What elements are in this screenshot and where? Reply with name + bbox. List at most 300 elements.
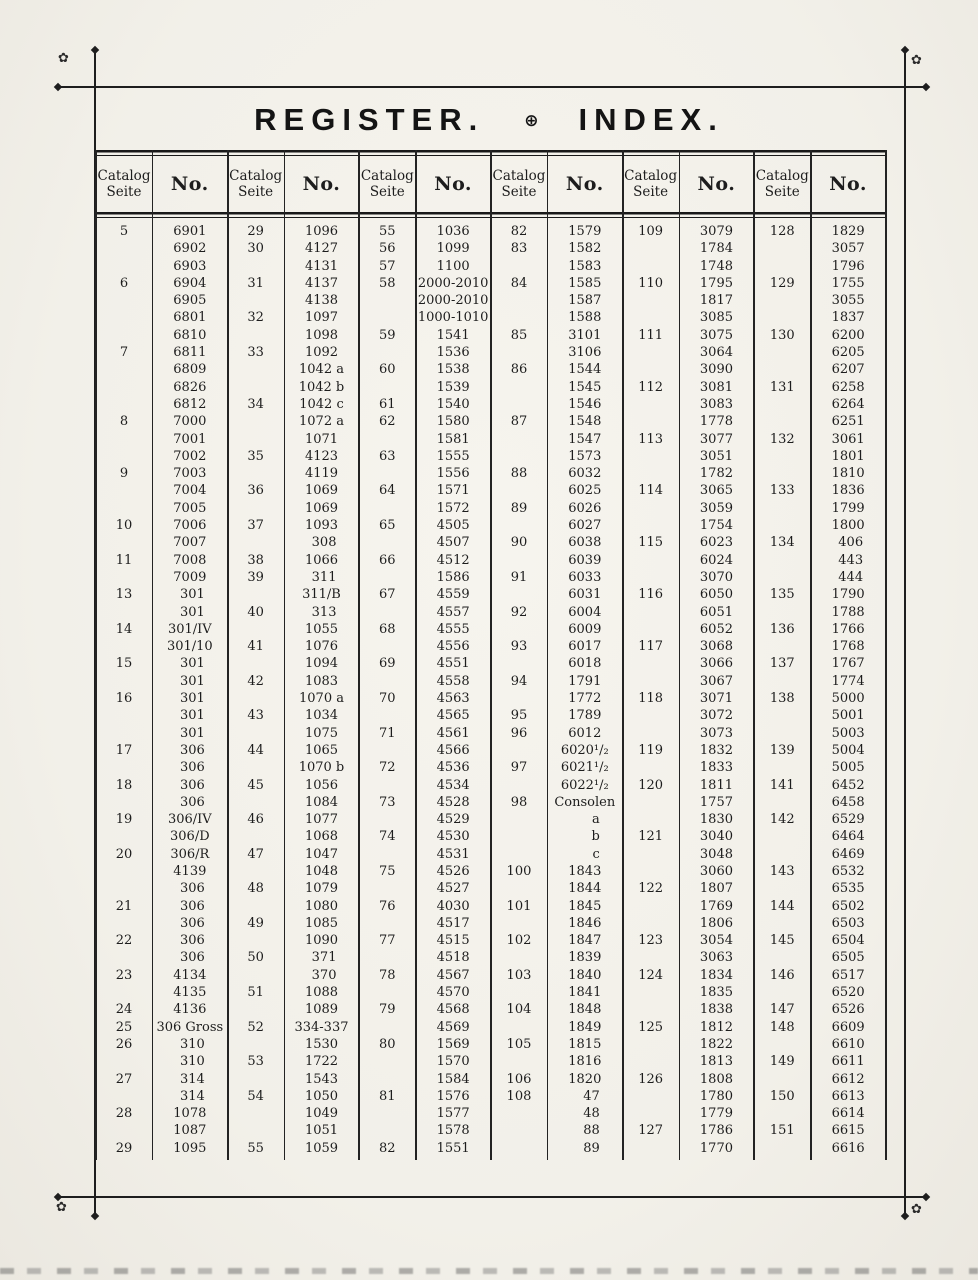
catalog-seite-cell (228, 863, 284, 880)
catalog-seite-cell (491, 777, 547, 794)
no-cell: 1588 (568, 310, 602, 326)
no-cell: 1801 (831, 448, 865, 464)
no-cell: 1530 (304, 1036, 339, 1052)
cross-ornament-icon: ⊕ (524, 111, 539, 131)
no-cell: 1056 (304, 777, 339, 793)
no-cell: 1042 a (299, 362, 344, 378)
catalog-seite-cell (228, 431, 284, 448)
catalog-seite-cell (754, 915, 810, 932)
catalog-seite-cell: 142 (769, 812, 795, 828)
no-cell: 1791 (568, 673, 602, 689)
no-cell: 1071 (304, 431, 339, 447)
catalog-seite-cell (228, 898, 284, 915)
no-cell: 1816 (568, 1054, 602, 1070)
catalog-seite-cell: 5 (119, 224, 129, 239)
catalog-seite-cell: 111 (638, 327, 664, 343)
catalog-seite-cell: 9 (119, 466, 129, 482)
catalog-seite-cell (754, 517, 810, 534)
no-cell: 6613 (831, 1088, 865, 1104)
no-cell: 6004 (568, 604, 602, 620)
title-index: INDEX. (578, 102, 724, 137)
no-cell: 334-337 (294, 1019, 349, 1035)
no-cell: 1543 (304, 1071, 339, 1087)
no-cell: b (591, 829, 600, 845)
catalog-seite-cell (359, 379, 415, 396)
catalog-seite-cell (96, 396, 152, 413)
catalog-seite-cell: 121 (638, 829, 664, 845)
catalog-seite-cell: 96 (510, 725, 528, 741)
catalog-seite-cell (491, 690, 547, 707)
header-catalog-seite: Catalog Seite (97, 167, 151, 200)
no-cell: 1579 (568, 224, 602, 239)
no-cell: 1849 (568, 1019, 602, 1035)
no-cell: 6611 (831, 1054, 865, 1070)
catalog-seite-cell (96, 1122, 152, 1139)
no-cell: 6614 (831, 1106, 865, 1122)
no-cell: 1829 (831, 224, 865, 239)
catalog-seite-cell: 55 (247, 1140, 264, 1156)
header-no: No. (302, 173, 341, 195)
catalog-seite-cell (623, 984, 679, 1001)
no-cell: 6610 (831, 1036, 865, 1052)
frame-tip (91, 46, 99, 54)
catalog-seite-cell: 81 (379, 1088, 396, 1104)
no-cell: 6505 (831, 950, 865, 966)
no-cell: 6517 (831, 967, 865, 983)
no-cell: 5005 (831, 760, 865, 776)
no-cell: 1066 (304, 552, 339, 568)
no-cell: 3079 (699, 224, 733, 239)
catalog-seite-cell: 80 (379, 1036, 396, 1052)
no-cell: 1584 (436, 1071, 470, 1087)
no-cell: 7001 (173, 431, 207, 447)
no-cell: 6050 (699, 587, 733, 603)
no-cell: 4569 (436, 1019, 470, 1035)
frame-tip (91, 1212, 99, 1220)
no-cell: 306 (180, 898, 205, 914)
no-cell: 4558 (436, 673, 470, 689)
no-cell: 6532 (831, 863, 865, 879)
no-cell: 4568 (436, 1002, 470, 1018)
no-cell: 3071 (699, 691, 733, 707)
catalog-seite-cell (623, 1001, 679, 1018)
no-cell: 4530 (436, 829, 470, 845)
catalog-seite-cell: 49 (247, 915, 264, 931)
corner-ornament-icon: ✿ (56, 1200, 67, 1215)
catalog-seite-cell: 85 (510, 327, 528, 343)
no-cell: 6905 (173, 293, 207, 309)
no-cell: 4534 (436, 777, 470, 793)
no-cell: 314 (180, 1071, 205, 1087)
no-cell: 7000 (173, 414, 207, 430)
header-no: No. (829, 173, 868, 195)
no-cell: 1079 (304, 881, 339, 897)
catalog-seite-cell (491, 552, 547, 569)
no-cell: 1047 (304, 846, 339, 862)
no-cell: 301/IV (167, 621, 212, 637)
no-cell: 4557 (436, 604, 470, 620)
catalog-seite-cell: 31 (247, 275, 264, 291)
catalog-seite-cell: 11 (115, 552, 133, 568)
catalog-seite-cell (96, 534, 152, 551)
catalog-seite-cell: 21 (115, 898, 133, 914)
no-cell: 306/IV (167, 812, 212, 828)
catalog-seite-cell (754, 292, 810, 309)
no-cell: 1569 (436, 1036, 470, 1052)
catalog-seite-cell: 151 (769, 1123, 795, 1139)
no-cell: 1846 (568, 915, 602, 931)
catalog-seite-cell: 98 (510, 794, 528, 810)
catalog-seite-cell: 51 (247, 985, 264, 1001)
no-cell: 1095 (173, 1140, 207, 1156)
no-cell: 3063 (699, 950, 733, 966)
catalog-seite-cell (623, 344, 679, 361)
frame-line-bottom (58, 1196, 926, 1198)
no-cell: 1822 (699, 1036, 733, 1052)
catalog-seite-cell: 103 (506, 967, 532, 983)
catalog-seite-cell (96, 759, 152, 776)
no-cell: 301 (180, 587, 205, 603)
catalog-seite-cell (96, 1088, 152, 1105)
no-cell: 6026 (568, 500, 602, 516)
catalog-seite-cell (359, 880, 415, 897)
catalog-seite-cell (359, 915, 415, 932)
catalog-seite-cell: 92 (510, 604, 528, 620)
no-cell: 6503 (831, 915, 865, 931)
catalog-seite-cell (96, 569, 152, 586)
header-catalog-seite: Catalog Seite (360, 167, 414, 200)
no-cell: 306 (180, 881, 205, 897)
catalog-seite-cell (228, 621, 284, 638)
no-cell: 1795 (699, 275, 733, 291)
catalog-seite-cell: 133 (769, 483, 795, 499)
no-cell: 4136 (173, 1002, 207, 1018)
no-cell: 4507 (436, 535, 470, 551)
no-cell: 1088 (304, 985, 339, 1001)
no-cell: 6826 (173, 379, 207, 395)
catalog-seite-cell: 58 (379, 275, 396, 291)
no-cell: 1083 (304, 673, 339, 689)
catalog-seite-cell (754, 396, 810, 413)
no-cell: 1807 (699, 881, 733, 897)
no-cell: 3077 (699, 431, 733, 447)
no-cell: 1090 (304, 933, 339, 949)
catalog-seite-cell (754, 569, 810, 586)
catalog-seite-cell (228, 725, 284, 742)
no-cell: 306/R (170, 846, 210, 862)
catalog-seite-cell: 68 (379, 621, 396, 637)
catalog-seite-cell: 77 (379, 933, 396, 949)
catalog-seite-cell: 17 (115, 742, 133, 758)
catalog-seite-cell (623, 465, 679, 482)
no-cell: 6207 (831, 362, 865, 378)
no-cell: Consolen (554, 794, 616, 810)
no-cell: 4505 (436, 518, 470, 534)
no-cell: 4567 (436, 967, 470, 983)
no-cell: 301 (180, 673, 205, 689)
catalog-seite-cell (491, 448, 547, 465)
no-cell: 3072 (699, 708, 733, 724)
catalog-seite-cell: 67 (379, 587, 396, 603)
catalog-seite-cell (754, 1105, 810, 1122)
catalog-seite-cell: 95 (510, 708, 528, 724)
catalog-seite-cell (754, 413, 810, 430)
no-cell: 4139 (173, 863, 207, 879)
catalog-seite-cell (754, 552, 810, 569)
catalog-seite-cell (96, 327, 152, 344)
no-cell: 1075 (304, 725, 339, 741)
catalog-seite-cell (754, 949, 810, 966)
catalog-seite-cell (228, 586, 284, 603)
catalog-seite-cell (359, 1105, 415, 1122)
no-cell: 6025 (568, 483, 602, 499)
no-cell: 2000-2010 (417, 293, 489, 309)
catalog-seite-cell (491, 1122, 547, 1139)
frame-line-top (58, 86, 926, 88)
catalog-seite-cell: 82 (510, 224, 528, 239)
catalog-seite-cell: 29 (247, 224, 264, 239)
catalog-seite-cell: 54 (247, 1088, 264, 1104)
catalog-seite-cell (623, 517, 679, 534)
scan-edge-artifact (0, 1268, 978, 1274)
no-cell: 444 (838, 569, 864, 585)
no-cell: 1055 (304, 621, 339, 637)
no-cell: 1796 (831, 258, 865, 274)
no-cell: 1548 (568, 414, 602, 430)
catalog-seite-cell: 46 (247, 812, 264, 828)
catalog-seite-cell (623, 258, 679, 275)
no-cell: 6903 (173, 258, 207, 274)
catalog-seite-cell: 26 (115, 1036, 133, 1052)
no-cell: 6904 (173, 275, 207, 291)
no-cell: 6810 (173, 327, 207, 343)
no-cell: 1810 (831, 466, 865, 482)
catalog-seite-cell (754, 1071, 810, 1088)
no-cell: 6205 (831, 345, 865, 361)
no-cell: 1546 (568, 396, 602, 412)
no-cell: 1042 b (298, 379, 345, 395)
no-cell: 1042 c (299, 396, 344, 412)
catalog-seite-cell: 37 (247, 518, 264, 534)
catalog-seite-cell: 87 (510, 414, 528, 430)
catalog-seite-cell (623, 1105, 679, 1122)
catalog-seite-cell: 78 (379, 967, 396, 983)
catalog-seite-cell (623, 621, 679, 638)
catalog-seite-cell: 101 (506, 898, 532, 914)
catalog-seite-cell (754, 604, 810, 621)
no-cell: 1098 (304, 327, 339, 343)
no-cell: 3059 (699, 500, 733, 516)
no-cell: 3085 (699, 310, 733, 326)
catalog-seite-cell: 20 (115, 846, 133, 862)
catalog-seite-cell (623, 949, 679, 966)
no-cell: 7006 (173, 518, 207, 534)
header-no: No. (565, 173, 604, 195)
catalog-seite-cell (623, 655, 679, 672)
catalog-seite-cell (359, 707, 415, 724)
catalog-seite-cell (228, 292, 284, 309)
catalog-seite-cell (623, 759, 679, 776)
no-cell: c (592, 846, 600, 862)
catalog-seite-cell (623, 794, 679, 811)
catalog-seite-cell (359, 1053, 415, 1070)
catalog-seite-cell: 82 (379, 1140, 396, 1156)
no-cell: 6616 (831, 1140, 865, 1156)
no-cell: 1050 (304, 1088, 339, 1104)
catalog-seite-cell: 8 (119, 414, 129, 430)
no-cell: 4527 (436, 881, 470, 897)
catalog-seite-cell: 45 (247, 777, 264, 793)
catalog-seite-cell (228, 465, 284, 482)
no-cell: 3081 (699, 379, 733, 395)
catalog-seite-cell (96, 794, 152, 811)
catalog-seite-cell (623, 500, 679, 517)
no-cell: 4127 (304, 241, 339, 257)
no-cell: 1766 (831, 621, 865, 637)
no-cell: 4563 (436, 691, 470, 707)
no-cell: 4528 (436, 794, 470, 810)
catalog-seite-cell: 84 (510, 275, 528, 291)
no-cell: 3075 (699, 327, 733, 343)
catalog-seite-cell (96, 379, 152, 396)
catalog-seite-cell (228, 258, 284, 275)
no-cell: 6024 (699, 552, 733, 568)
no-cell: 1573 (568, 448, 602, 464)
catalog-seite-cell (491, 1053, 547, 1070)
catalog-seite-cell (359, 638, 415, 655)
no-cell: 4518 (436, 950, 470, 966)
table-body (96, 218, 886, 1157)
no-cell: 6458 (831, 794, 865, 810)
no-cell: 1069 (304, 483, 339, 499)
no-cell: 1092 (304, 345, 339, 361)
header-catalog-seite: Catalog Seite (755, 167, 809, 200)
catalog-seite-cell (754, 309, 810, 326)
catalog-seite-cell: 44 (247, 742, 264, 758)
header-catalog-seite: Catalog Seite (624, 167, 678, 200)
catalog-seite-cell: 10 (115, 518, 133, 534)
no-cell: 1768 (831, 639, 865, 655)
catalog-seite-cell (96, 984, 152, 1001)
catalog-seite-cell (754, 880, 810, 897)
no-cell: 3068 (699, 639, 733, 655)
catalog-seite-cell: 127 (638, 1123, 664, 1139)
no-cell: 1757 (699, 794, 733, 810)
catalog-seite-cell: 60 (379, 362, 396, 378)
catalog-seite-cell: 35 (247, 448, 264, 464)
no-cell: 1069 (304, 500, 339, 516)
no-cell: 7003 (173, 466, 207, 482)
catalog-seite-cell: 149 (769, 1054, 795, 1070)
catalog-seite-cell: 19 (115, 812, 133, 828)
no-cell: 4536 (436, 760, 470, 776)
catalog-seite-cell: 126 (638, 1071, 664, 1087)
catalog-seite-cell (623, 569, 679, 586)
catalog-seite-cell (491, 482, 547, 499)
catalog-seite-cell (491, 949, 547, 966)
no-cell: 1839 (568, 950, 602, 966)
no-cell: 301 (180, 725, 205, 741)
catalog-seite-cell (491, 828, 547, 845)
catalog-seite-cell: 108 (506, 1088, 532, 1104)
catalog-seite-cell (754, 846, 810, 863)
catalog-seite-cell (623, 309, 679, 326)
catalog-seite-cell (96, 361, 152, 378)
frame-line-right (904, 50, 906, 1216)
no-cell: 1572 (436, 500, 470, 516)
no-cell: 1070 a (299, 691, 344, 707)
catalog-seite-cell: 24 (115, 1002, 133, 1018)
no-cell: 406 (838, 535, 864, 551)
no-cell: 3073 (699, 725, 733, 741)
no-cell: 1544 (568, 362, 602, 378)
no-cell: 6032 (568, 466, 602, 482)
catalog-seite-cell: 148 (769, 1019, 795, 1035)
catalog-seite-cell: 73 (379, 794, 396, 810)
catalog-seite-cell (228, 794, 284, 811)
catalog-seite-cell (623, 915, 679, 932)
catalog-seite-cell: 97 (510, 760, 528, 776)
catalog-seite-cell: 76 (379, 898, 396, 914)
header-no: No. (434, 173, 473, 195)
catalog-seite-cell (623, 707, 679, 724)
catalog-seite-cell (491, 431, 547, 448)
no-cell: 301 (180, 708, 205, 724)
catalog-seite-cell (623, 1088, 679, 1105)
header-no: No. (697, 173, 736, 195)
no-cell: 1780 (699, 1088, 733, 1104)
catalog-seite-cell (359, 500, 415, 517)
catalog-seite-cell: 102 (506, 933, 532, 949)
catalog-seite-cell (623, 1036, 679, 1053)
catalog-seite-cell: 118 (638, 691, 664, 707)
catalog-seite-cell (491, 811, 547, 828)
catalog-seite-cell: 55 (379, 224, 396, 239)
no-cell: 301 (180, 691, 205, 707)
catalog-seite-cell: 16 (115, 691, 133, 707)
catalog-seite-cell: 134 (769, 535, 795, 551)
catalog-seite-cell: 130 (769, 327, 795, 343)
catalog-seite-cell: 136 (769, 621, 795, 637)
catalog-seite-cell (491, 258, 547, 275)
no-cell: 1770 (699, 1140, 733, 1156)
no-cell: 1070 b (298, 760, 345, 776)
catalog-seite-cell (228, 327, 284, 344)
no-cell: 1581 (436, 431, 470, 447)
catalog-seite-cell: 63 (379, 448, 396, 464)
catalog-seite-cell (228, 413, 284, 430)
catalog-seite-cell (754, 794, 810, 811)
no-cell: 6012 (568, 725, 602, 741)
catalog-seite-cell (359, 1122, 415, 1139)
no-cell: 6612 (831, 1071, 865, 1087)
no-cell: 6022¹/₂ (560, 777, 609, 793)
no-cell: 1845 (568, 898, 602, 914)
no-cell: 6504 (831, 933, 865, 949)
no-cell: 1817 (699, 293, 733, 309)
no-cell: 1100 (436, 258, 470, 274)
no-cell: 6020¹/₂ (560, 742, 609, 758)
no-cell: 311 (311, 569, 337, 585)
catalog-seite-cell (623, 846, 679, 863)
no-cell: 1748 (699, 258, 733, 274)
no-cell: 7005 (173, 500, 207, 516)
catalog-seite-cell: 72 (379, 760, 396, 776)
catalog-seite-cell (228, 932, 284, 949)
catalog-seite-cell: 119 (638, 742, 664, 758)
no-cell: 1093 (304, 518, 339, 534)
no-cell: 6027 (568, 518, 602, 534)
